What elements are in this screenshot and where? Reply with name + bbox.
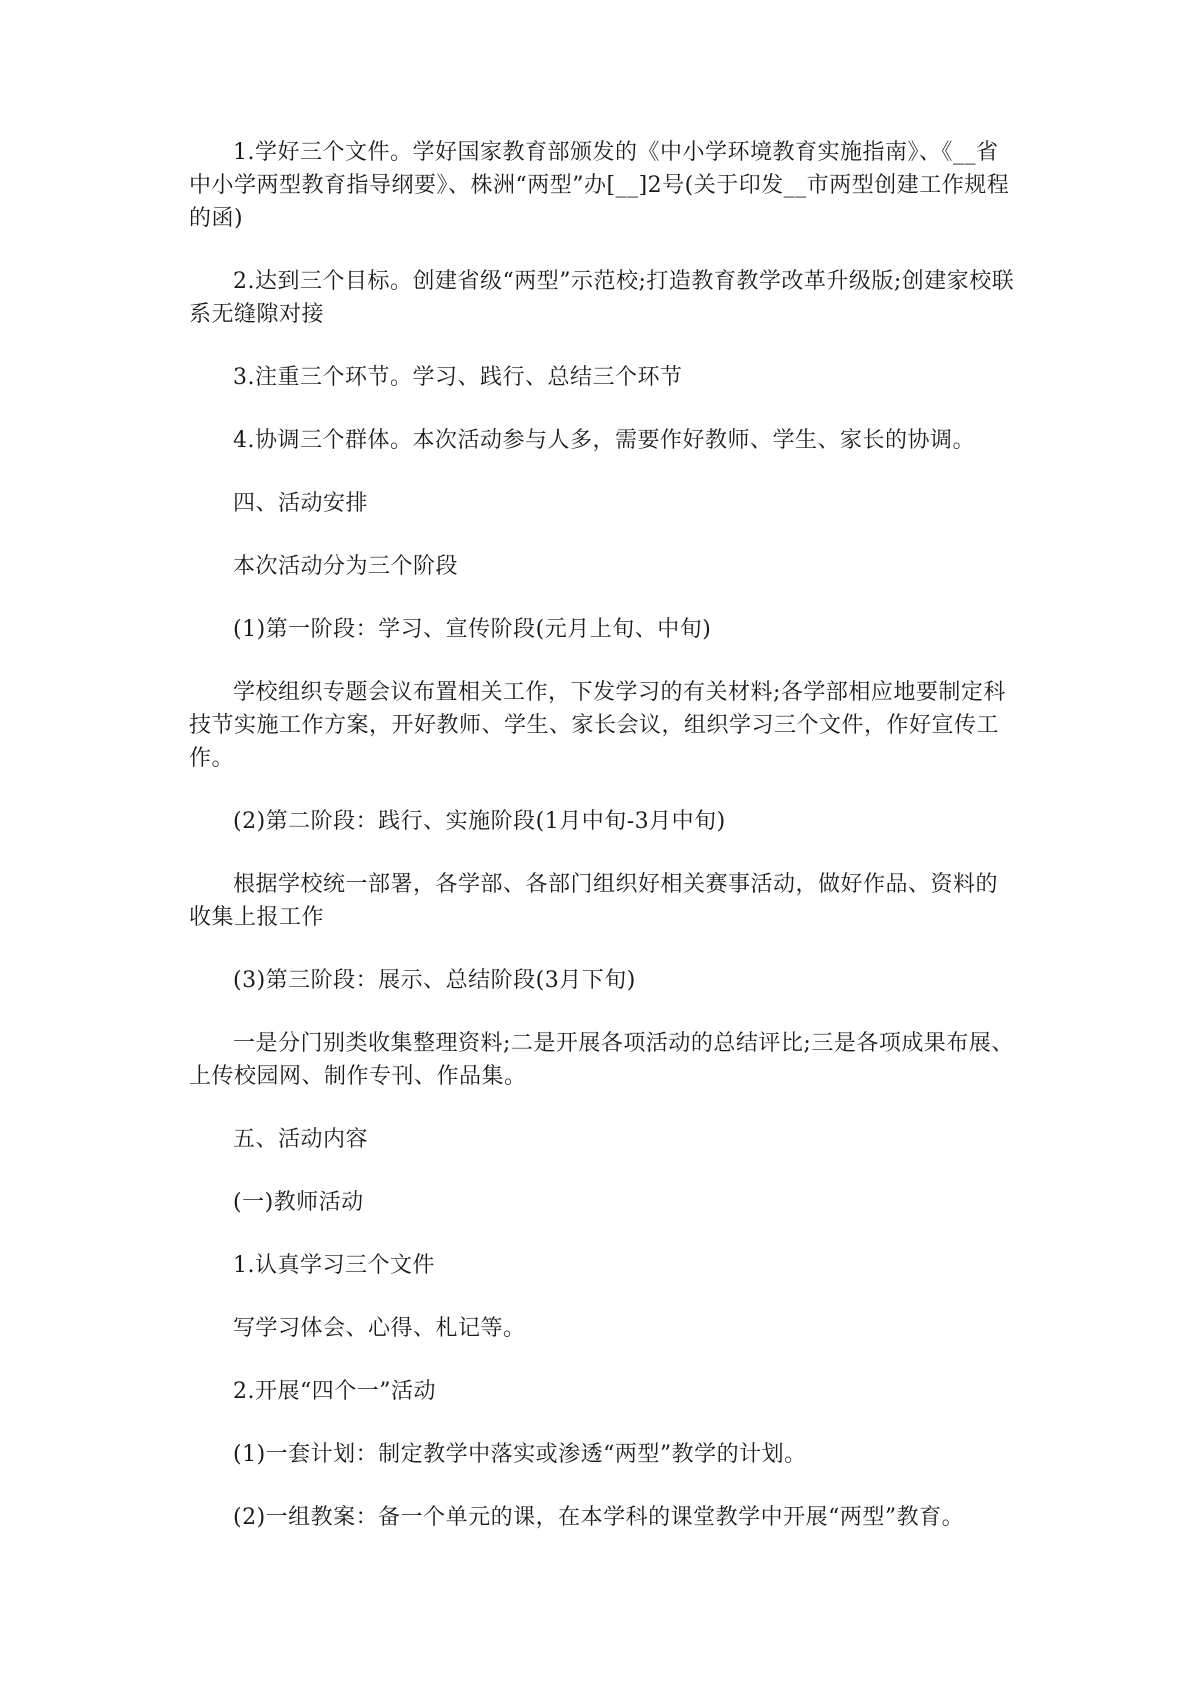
paragraph-phase-three-title: (3)第三阶段：展示、总结阶段(3月下旬): [233, 968, 636, 993]
paragraph-three-groups: 4.协调三个群体。本次活动参与人多，需要作好教师、学生、家长的协调。: [233, 428, 975, 453]
paragraph-study-documents: 1.学好三个文件。学好国家教育部颁发的《中小学环境教育实施指南》、《__省中小学两型教育指导纲要》、株洲“两型”办[__]2号(关于印发__市两型创建工作规程的函): [189, 140, 1010, 231]
paragraph-lesson-plan-item: (2)一组教案：备一个单元的课，在本学科的课堂教学中开展“两型”教育。: [233, 1505, 965, 1530]
section-heading-activity-arrangement: 四、活动安排: [233, 491, 369, 516]
paragraph-three-goals: 2.达到三个目标。创建省级“两型”示范校;打造教育教学改革升级版;创建家校联系无缝隙对接: [189, 269, 1015, 327]
paragraph-phase-two-title: (2)第二阶段：践行、实施阶段(1月中旬-3月中旬): [233, 809, 726, 834]
paragraph-three-stages: 3.注重三个环节。学习、践行、总结三个环节: [233, 365, 683, 390]
paragraph-study-three-documents: 1.认真学习三个文件: [233, 1253, 435, 1278]
paragraph-phase-one-title: (1)第一阶段：学习、宣传阶段(元月上旬、中旬): [233, 617, 712, 642]
paragraph-plan-item: (1)一套计划：制定教学中落实或渗透“两型”教学的计划。: [233, 1442, 807, 1467]
subsection-heading-teacher-activities: (一)教师活动: [233, 1190, 364, 1215]
paragraph-phases-intro: 本次活动分为三个阶段: [233, 554, 459, 579]
paragraph-four-ones-activity: 2.开展“四个一”活动: [233, 1379, 436, 1404]
paragraph-write-notes: 写学习体会、心得、札记等。: [233, 1316, 526, 1341]
paragraph-phase-one-body: 学校组织专题会议布置相关工作，下发学习的有关材料;各学部相应地要制定科技节实施工作方案，开好教师、学生、家长会议，组织学习三个文件，作好宣传工作。: [189, 680, 1006, 771]
paragraph-phase-two-body: 根据学校统一部署，各学部、各部门组织好相关赛事活动，做好作品、资料的收集上报工作: [189, 872, 999, 930]
section-heading-activity-content: 五、活动内容: [233, 1127, 369, 1152]
paragraph-phase-three-body: 一是分门别类收集整理资料;二是开展各项活动的总结评比;三是各项成果布展、上传校园网、制作专刊、作品集。: [189, 1031, 1014, 1089]
document-body: [189, 136, 1019, 1564]
